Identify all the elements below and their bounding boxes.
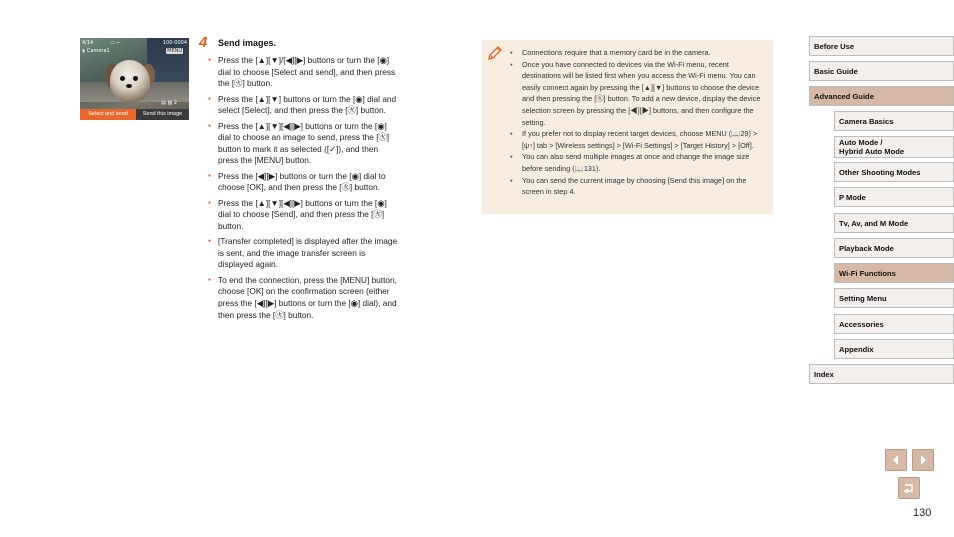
nav-p-mode[interactable]: P Mode [834,187,954,207]
nav-other-shooting-modes[interactable]: Other Shooting Modes [834,162,954,182]
dog-photo [110,60,150,102]
camera-screen-image [80,38,189,120]
note-item: ● You can send the current image by choosing [Send this image] on the screen in step 4. [510,175,768,198]
step-bullet: ● Press the [▲][▼]/[◀][▶] buttons or turn the [◉] dial to choose [Select and send], and then press the [㊋] button. [208,55,398,90]
return-button[interactable] [898,477,920,499]
nav-auto-mode-label: Auto Mode / Hybrid Auto Mode [839,138,905,156]
note-box [482,40,773,214]
pencil-icon [486,44,504,62]
nav-advanced-guide[interactable]: Advanced Guide [809,86,954,106]
step-bullet: ● [Transfer completed] is displayed after the image is sent, and the image transfer screen is displayed again. [208,236,398,271]
step-number: 4 [199,34,208,51]
menu-chip: MENU [167,48,182,54]
note-item: ● Connections require that a memory card be in the camera. [510,47,768,59]
dog-eye [120,76,125,81]
note-item: ● If you prefer not to display recent target devices, choose MENU (📖29) > [ψ↑] tab > [Wireless settings] > [Wi-Fi Settings] > [Target History] > [Off]. [510,128,768,151]
previous-page-button[interactable] [885,449,907,471]
device-name: ψ Camera1 [82,48,110,54]
device-name-text: Camera1 [86,48,110,54]
step-bullet: ● Press the [▲][▼] buttons or turn the [◉] dial and select [Select], and then press the [㊋] button. [208,94,398,117]
step-title: Send images. [218,38,277,48]
wifi-status-icon: ▭ ⌐ [110,40,121,46]
arrow-right-icon [917,454,929,466]
dog-nose [126,84,132,88]
arrow-left-icon [890,454,902,466]
nav-playback-mode[interactable]: Playback Mode [834,238,954,258]
return-icon [902,481,916,495]
step-bullet: ● To end the connection, press the [MENU] button, choose [OK] on the confirmation screen (either press the [◀][▶] buttons or turn the [◉] dial), and then press the [㊋] button. [208,275,398,321]
send-count: ▤ ▨ 2 [161,100,177,106]
nav-auto-mode[interactable] [834,136,954,158]
folder-number: 100-0004 [162,40,187,46]
nav-index[interactable]: Index [809,364,954,384]
frame-counter: 4/14 [82,40,94,46]
next-page-button[interactable] [912,449,934,471]
select-and-send-option: Select and send [80,109,136,120]
note-item: ● Once you have connected to devices via the Wi-Fi menu, recent destinations will be listed first when you access the Wi-Fi menu. You can easily connect again by pressing the [▲][▼] buttons to choose the device and then pressing the [㊋] button. To add a new device, display the device selection screen by pressing the [◀][▶] buttons, and then configure the setting. [510,59,768,129]
step-bullet: ● Press the [▲][▼][◀][▶] buttons or turn the [◉] dial to choose [Send], and then press the [㊋] button. [208,198,398,233]
nav-setting-menu[interactable]: Setting Menu [834,288,954,308]
nav-wifi-functions[interactable]: Wi-Fi Functions [834,263,954,283]
nav-appendix[interactable]: Appendix [834,339,954,359]
dog-eye [133,76,138,81]
step-bullet: ● Press the [▲][▼][◀][▶] buttons or turn the [◉] dial to choose an image to send, press the [㊋] button to mark it as selected ([✓]), and then press the [MENU] button. [208,121,398,167]
nav-camera-basics[interactable]: Camera Basics [834,111,954,131]
nav-tv-av-m-mode[interactable]: Tv, Av, and M Mode [834,213,954,233]
note-list [510,47,768,198]
page-number: 130 [913,507,932,519]
note-item: ● You can also send multiple images at once and change the image size before sending (📖131). [510,151,768,174]
step-instructions [208,55,398,325]
send-count-value: 2 [173,100,177,106]
send-this-image-option: Send this image [142,111,183,117]
nav-accessories[interactable]: Accessories [834,314,954,334]
nav-before-use[interactable]: Before Use [809,36,954,56]
step-bullet: ● Press the [◀][▶] buttons or turn the [◉] dial to choose [OK], and then press the [㊋] button. [208,171,398,194]
nav-basic-guide[interactable]: Basic Guide [809,61,954,81]
